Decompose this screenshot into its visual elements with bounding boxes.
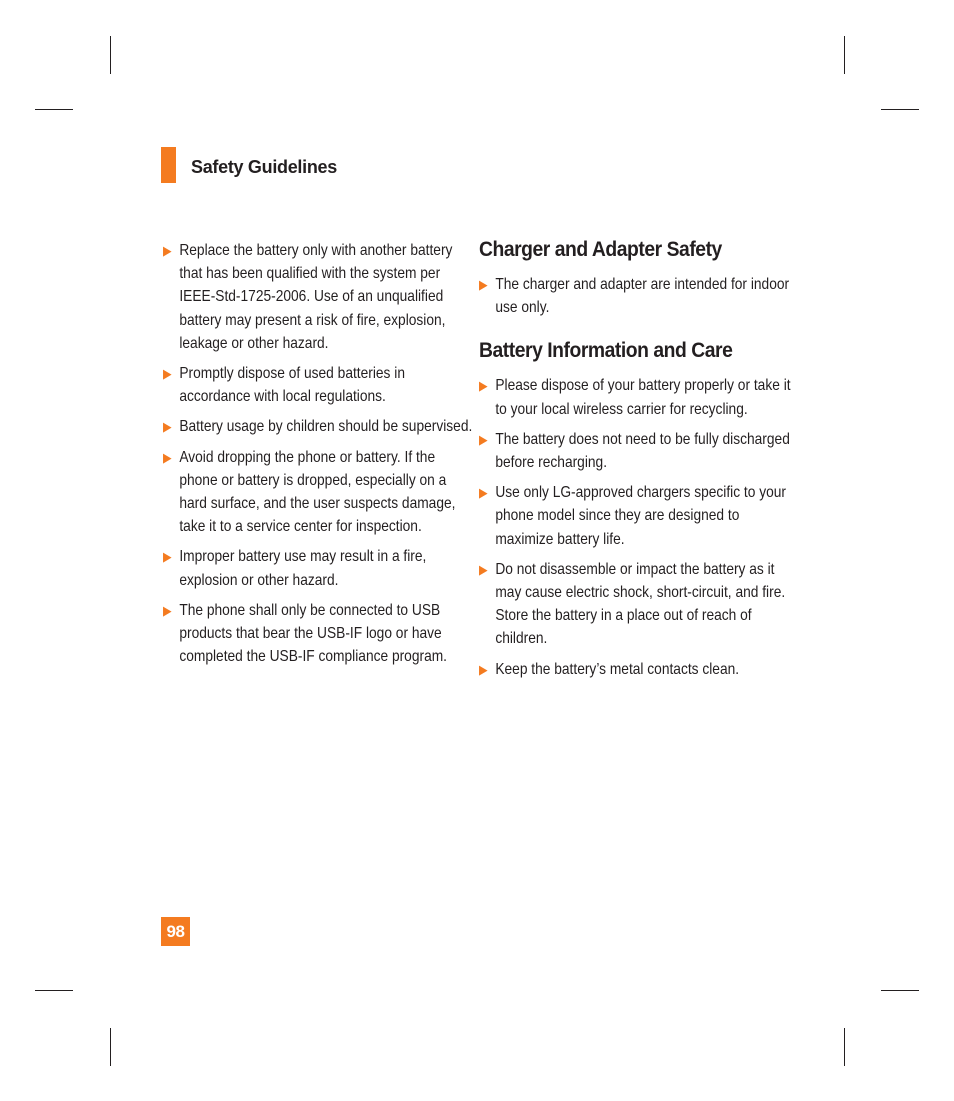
list-item-text: Keep the battery’s metal contacts clean. [495,660,740,678]
list-item [163,239,474,355]
list-item-text: Avoid dropping the phone or battery. If the phone or battery is dropped, especially on a hard surface, and the user suspects damage, take it to a service center for inspection. [179,448,456,536]
list-item [163,415,474,438]
arrow-right-icon: ▶ [479,485,488,501]
left-column [163,239,473,675]
arrow-right-icon: ▶ [163,243,172,258]
arrow-right-icon: ▶ [479,277,488,292]
list-item [163,599,474,669]
arrow-right-icon: ▶ [479,661,488,677]
list-item [479,481,795,551]
list-item-text: Improper battery use may result in a fire, explosion or other hazard. [179,548,427,589]
list-item-text: Promptly dispose of used batteries in accordance with local regulations. [179,365,405,406]
list-item [163,446,474,539]
crop-mark [35,990,73,991]
crop-mark [110,1028,111,1066]
arrow-right-icon: ▶ [163,366,172,382]
crop-mark [844,36,845,74]
list-item [479,374,795,420]
list-item-text: Please dispose of your battery properly or take it to your local wireless carrier for recycling. [495,377,791,418]
list-item-text: Replace the battery only with another battery that has been qualified with the system per IEEE-Std-1725-2006. Use of an unqualified battery may present a risk of fire, explosion, leakage or other hazard. [179,242,453,352]
list-item [163,545,474,591]
arrow-right-icon: ▶ [163,419,172,435]
arrow-right-icon: ▶ [163,602,172,618]
arrow-right-icon: ▶ [479,378,488,394]
crop-mark [844,1028,845,1066]
arrow-right-icon: ▶ [479,561,488,577]
page-number: 98 [161,917,190,946]
section-heading-battery: Battery Information and Care [479,339,733,363]
list-item-text: Use only LG-approved chargers specific to your phone model since they are designed to maximize battery life. [495,484,786,548]
list-item [163,362,474,408]
list-item-text: Battery usage by children should be supervised. [179,418,473,436]
right-column [479,237,791,688]
list-item [479,273,795,319]
arrow-right-icon: ▶ [163,449,172,465]
crop-mark [881,109,919,110]
crop-mark [35,109,73,110]
list-item-text: The charger and adapter are intended for indoor use only. [495,276,790,317]
crop-mark [110,36,111,74]
list-item [479,658,795,681]
page-title: Safety Guidelines [191,157,337,177]
arrow-right-icon: ▶ [163,549,172,565]
list-item [479,558,795,651]
list-item-text: The phone shall only be connected to USB products that bear the USB-IF logo or have completed the USB-IF compliance program. [179,601,448,666]
crop-mark [881,990,919,991]
list-item-text: Do not disassemble or impact the battery as it may cause electric shock, short-circuit, and fire. Store the battery in a place out of reach of children. [495,560,786,648]
arrow-right-icon: ▶ [479,431,488,447]
list-item-text: The battery does not need to be fully discharged before recharging. [495,430,790,472]
header-accent-bar [161,147,176,183]
section-heading-charger: Charger and Adapter Safety [479,238,722,261]
list-item [479,428,795,474]
